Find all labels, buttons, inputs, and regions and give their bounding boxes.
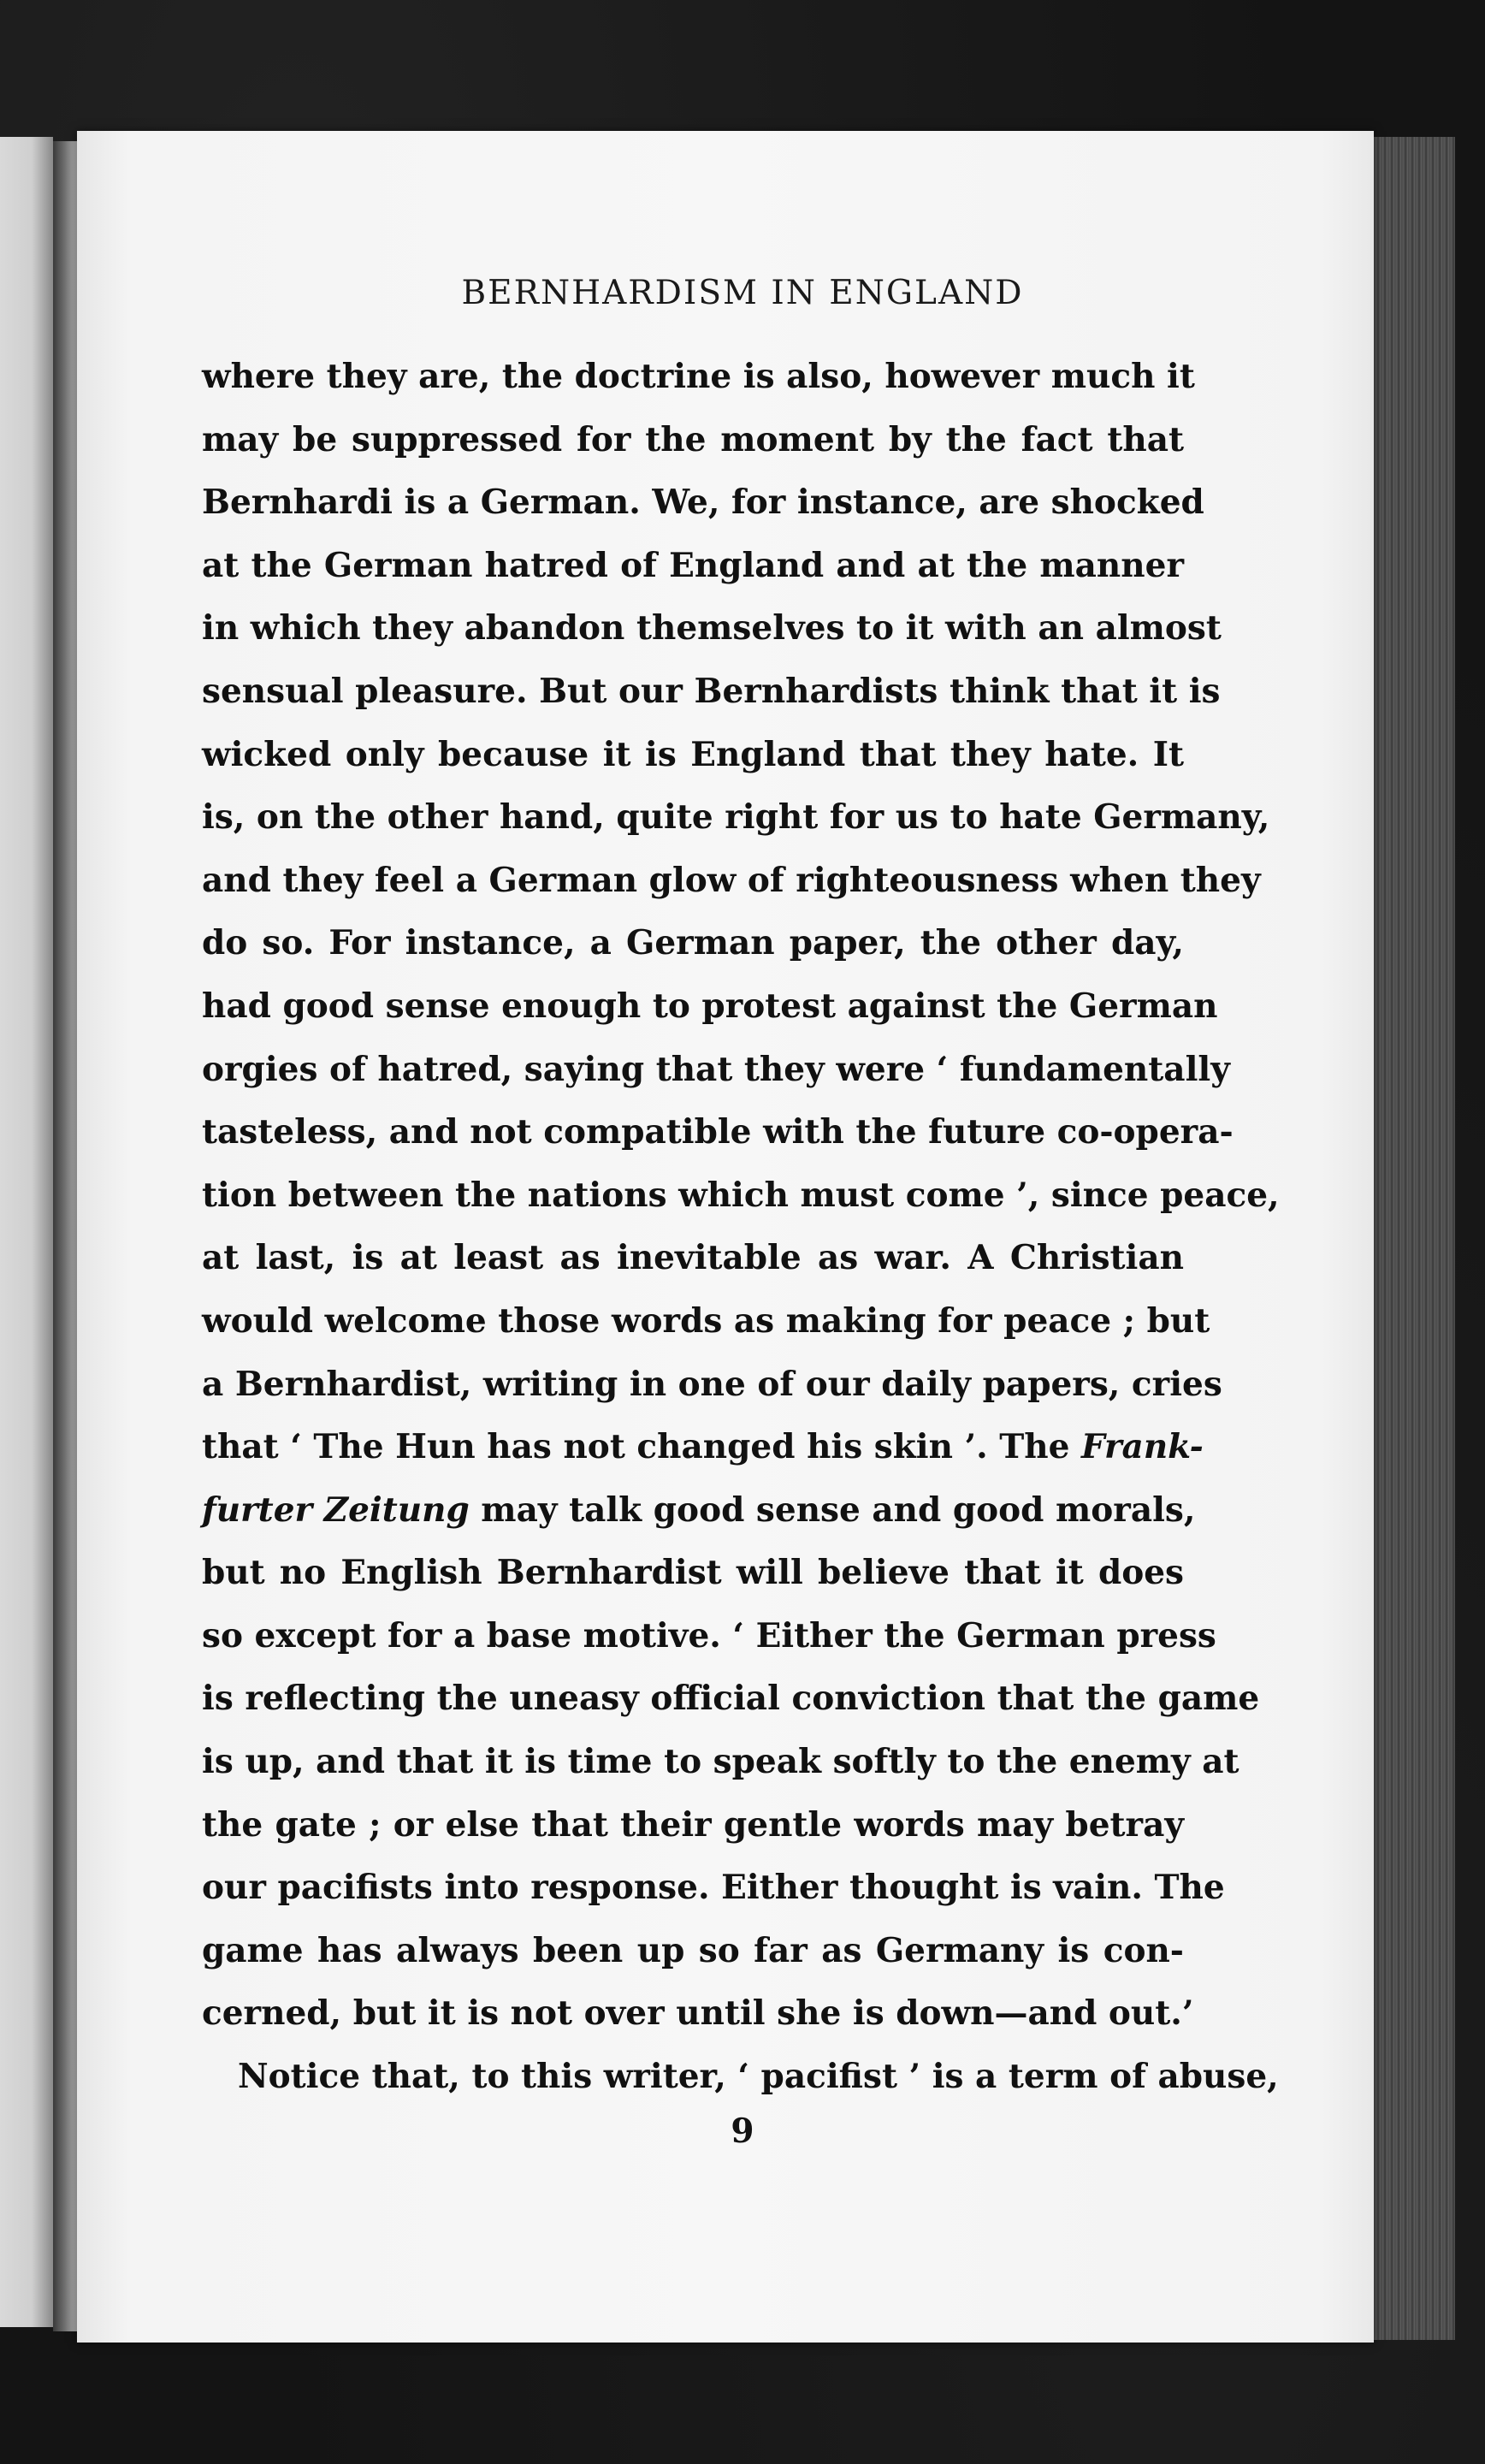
book-gutter xyxy=(53,141,79,2331)
text-line: may be suppressed for the moment by the fact that xyxy=(202,419,1184,459)
italic-title-start: Frank- xyxy=(1081,1427,1204,1467)
text-line: but no English Bernhardist will believe that it does xyxy=(202,1553,1184,1593)
text-line: our pacifists into response. Either thought is vain. The xyxy=(202,1868,1225,1908)
text-segment: may talk good sense and good morals, xyxy=(469,1490,1196,1530)
text-line: the gate ; or else that their gentle words may betray xyxy=(202,1804,1184,1845)
text-line: and they feel a German glow of righteousness when they xyxy=(202,860,1261,900)
text-line: had good sense enough to protest against the German xyxy=(202,986,1218,1026)
text-line: wicked only because it is England that they hate. It xyxy=(202,734,1184,774)
paragraph-end-line: cerned, but it is not over until she is down—and out.’ xyxy=(202,1993,1194,2034)
text-line: a Bernhardist, writing in one of our daily papers, cries xyxy=(202,1364,1222,1404)
text-segment: that ‘ The Hun has not changed his skin ’. The xyxy=(202,1427,1081,1467)
text-line: orgies of hatred, saying that they were ‘ fundamentally xyxy=(202,1049,1230,1089)
text-line: at last, is at least as inevitable as war. A Christian xyxy=(202,1238,1184,1278)
italic-title-end: furter Zeitung xyxy=(202,1490,470,1530)
text-line: tion between the nations which must come ’, since peace, xyxy=(202,1175,1280,1215)
text-line: so except for a base motive. ‘ Either the German press xyxy=(202,1615,1216,1656)
running-head: BERNHARDISM IN ENGLAND xyxy=(461,274,1024,312)
text-line: in which they abandon themselves to it with an almost xyxy=(202,608,1222,649)
text-line: would welcome those words as making for peace ; but xyxy=(202,1300,1210,1341)
paragraph-start-line: Notice that, to this writer, ‘ pacifist ’ is a term of abuse, xyxy=(238,2057,1279,2097)
facing-page-edge xyxy=(0,137,53,2327)
text-line: is reflecting the uneasy official conviction that the game xyxy=(202,1679,1260,1719)
text-line-with-italic xyxy=(202,1479,1196,1543)
text-line: tasteless, and not compatible with the future co-opera- xyxy=(202,1112,1234,1152)
page-fore-edge xyxy=(1374,137,1455,2340)
text-line: at the German hatred of England and at the manner xyxy=(202,545,1184,585)
text-line: is up, and that it is time to speak softly to the enemy at xyxy=(202,1742,1239,1782)
text-line: is, on the other hand, quite right for us to hate Germany, xyxy=(202,797,1270,838)
text-line: do so. For instance, a German paper, the other day, xyxy=(202,923,1184,963)
text-line: game has always been up so far as Germany is con- xyxy=(202,1930,1184,1970)
page-number: 9 xyxy=(731,2112,754,2151)
text-line: sensual pleasure. But our Bernhardists think that it is xyxy=(202,671,1221,711)
text-line: where they are, the doctrine is also, however much it xyxy=(202,357,1195,396)
text-line-with-italic xyxy=(202,1416,1204,1479)
body-text xyxy=(202,346,1280,2109)
text-line: Bernhardi is a German. We, for instance, are shocked xyxy=(202,483,1204,523)
